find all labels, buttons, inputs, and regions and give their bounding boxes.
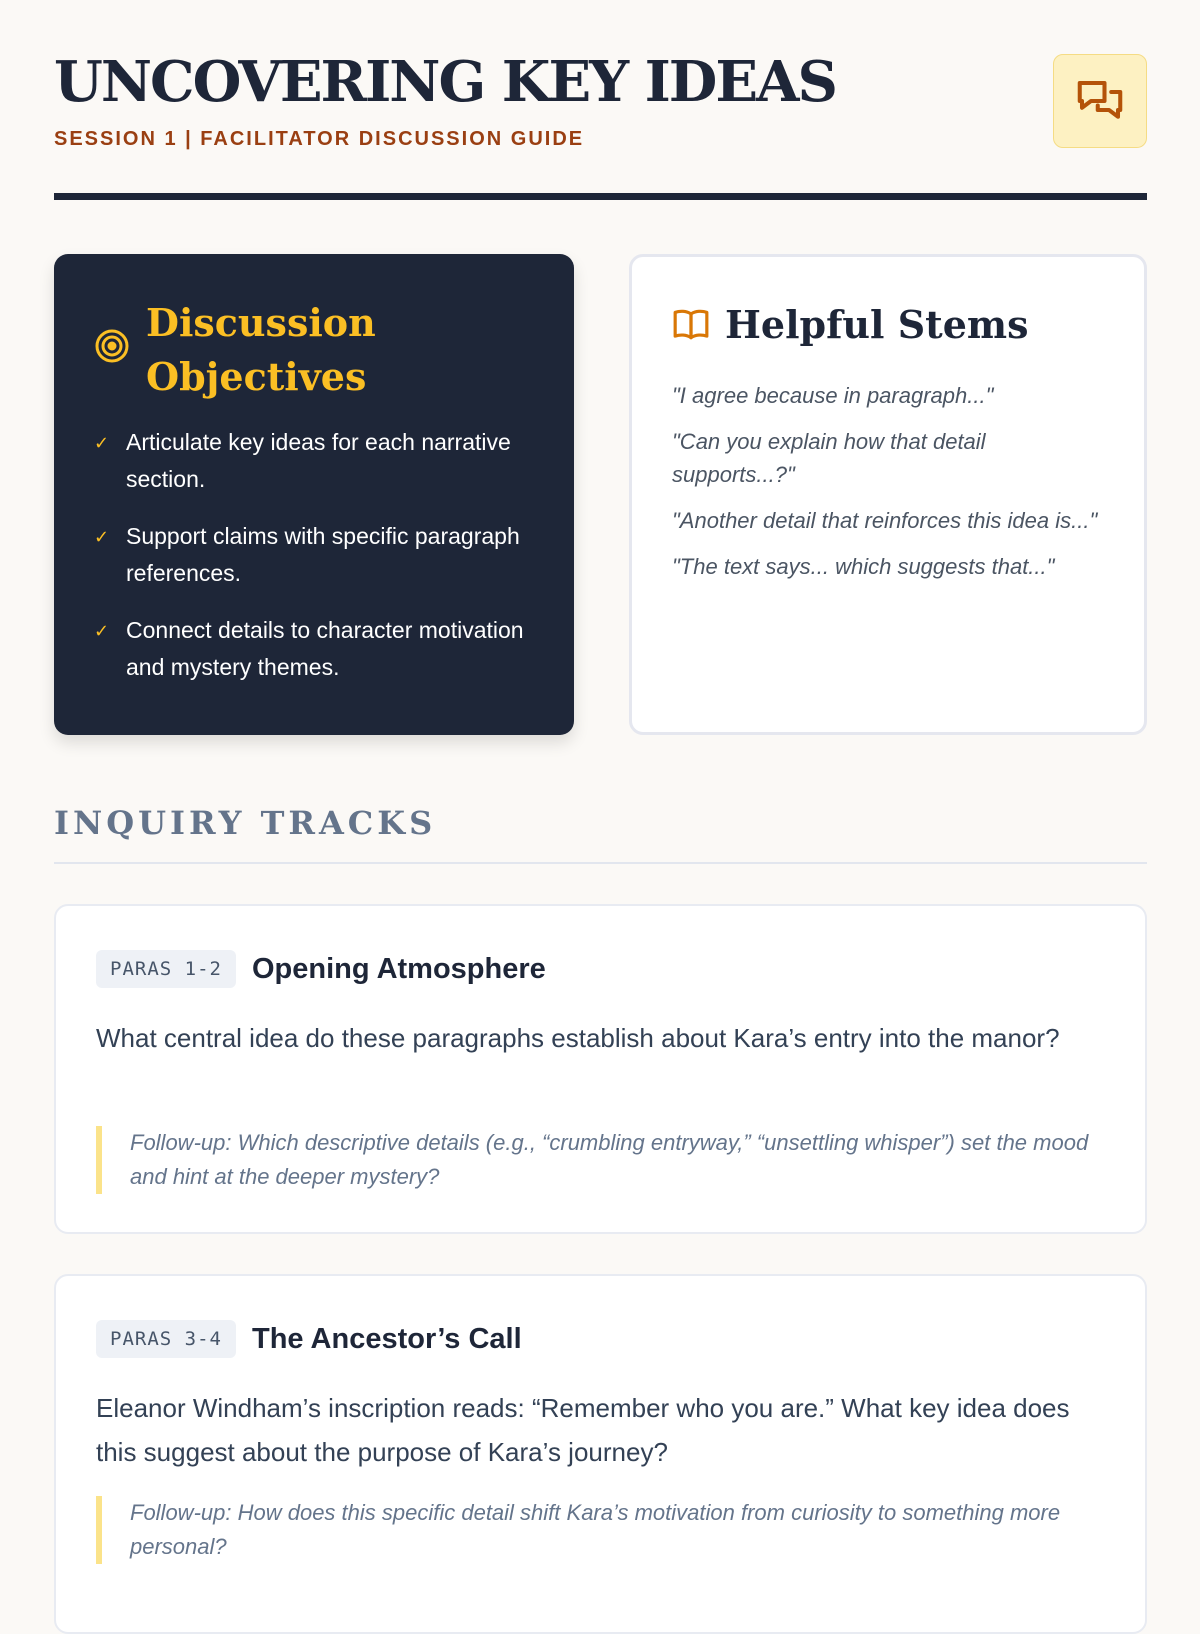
stem-item: "Another detail that reinforces this idea is...": [672, 508, 1098, 533]
stem-item: "The text says... which suggests that...": [672, 554, 1055, 579]
header-rule: [54, 193, 1147, 200]
objective-item: [94, 518, 534, 592]
paragraph-tag: PARAS 1-2: [96, 950, 236, 988]
page-title: UNCOVERING KEY IDEAS: [54, 49, 836, 115]
track-title: Opening Atmosphere: [252, 953, 546, 985]
objective-text: Articulate key ideas for each narrative section.: [126, 429, 511, 492]
inquiry-track-card: [54, 904, 1147, 1234]
objective-item: [94, 612, 534, 686]
check-icon: ✓: [94, 433, 110, 453]
paragraph-tag: PARAS 3-4: [96, 1320, 236, 1358]
chat-bubbles-icon: [1053, 54, 1147, 148]
check-icon: ✓: [94, 527, 110, 547]
stem-item: "Can you explain how that detail supports...?": [672, 429, 986, 487]
page-header: [54, 0, 1147, 200]
track-follow-up: Follow-up: How does this specific detail shift Kara’s motivation from curiosity to something more personal?: [96, 1496, 1096, 1564]
inquiry-tracks-heading: INQUIRY TRACKS: [54, 804, 437, 842]
check-icon: ✓: [94, 621, 110, 641]
objective-text: Connect details to character motivation and mystery themes.: [126, 617, 524, 680]
objectives-title: Discussion Objectives: [146, 300, 376, 399]
stems-title: Helpful Stems: [725, 302, 1029, 347]
inquiry-track-card: [54, 1274, 1147, 1634]
stems-list: [672, 379, 1112, 596]
book-open-icon: [672, 307, 710, 348]
track-question: What central idea do these paragraphs establish about Kara’s entry into the manor?: [96, 1023, 1060, 1053]
track-question: Eleanor Windham’s inscription reads: “Remember who you are.” What key idea does this suggest about the purpose of Kara’s journey?: [96, 1393, 1070, 1467]
stem-item: "I agree because in paragraph...": [672, 383, 994, 408]
track-follow-up: Follow-up: Which descriptive details (e.g., “crumbling entryway,” “unsettling whisper”) set the mood and hint at the deeper mystery?: [96, 1126, 1096, 1194]
page-subtitle: SESSION 1 | FACILITATOR DISCUSSION GUIDE: [54, 128, 585, 150]
objective-item: [94, 424, 534, 498]
stems-card: [629, 254, 1147, 735]
track-title: The Ancestor’s Call: [252, 1323, 522, 1355]
discussion-guide-page: [54, 0, 1147, 1559]
objectives-list: [94, 424, 534, 706]
target-icon: [94, 328, 130, 369]
section-divider: [54, 862, 1147, 864]
objective-text: Support claims with specific paragraph references.: [126, 523, 520, 586]
